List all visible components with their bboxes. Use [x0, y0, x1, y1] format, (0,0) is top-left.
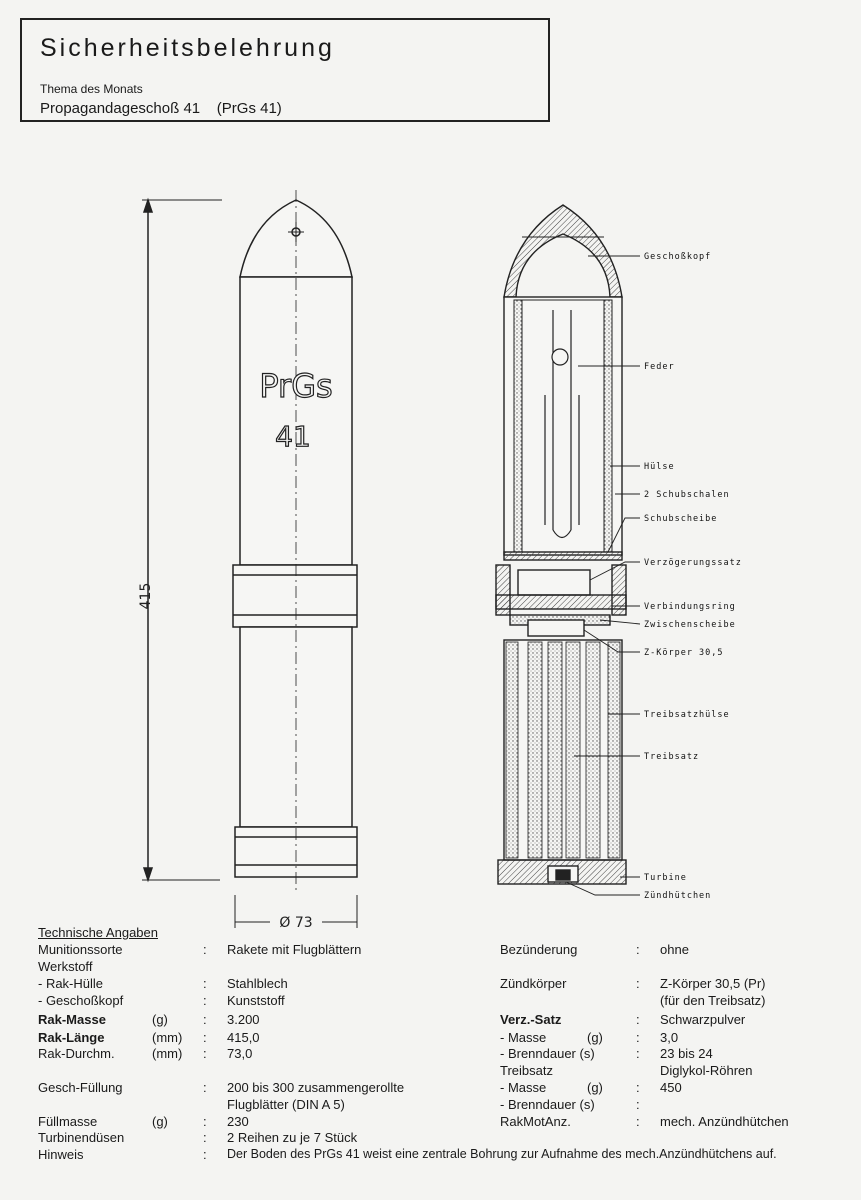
spec-unit: (mm) — [152, 1046, 183, 1061]
label-zwischenscheibe: Zwischenscheibe — [644, 620, 736, 630]
spec-value: Flugblätter (DIN A 5) — [227, 1097, 345, 1112]
section-propellant-casing — [504, 640, 622, 860]
label-verzoegerungssatz: Verzögerungssatz — [644, 558, 742, 568]
spec-separator: : — [203, 942, 207, 957]
spec-label: Turbinendüsen — [38, 1130, 125, 1145]
spec-separator: : — [203, 1012, 207, 1027]
spec-separator: : — [203, 993, 207, 1008]
length-dimension-line — [142, 200, 222, 880]
spec-separator: : — [203, 1080, 207, 1095]
label-schubschalen: 2 Schubschalen — [644, 490, 730, 500]
spec-value: mech. Anzündhütchen — [660, 1114, 789, 1129]
spec-label: RakMotAnz. — [500, 1114, 571, 1129]
body-marking-41: 41 — [275, 420, 311, 453]
spec-unit: (g) — [152, 1012, 168, 1027]
body-marking-prgs: PrGs — [259, 367, 333, 405]
spec-separator: : — [636, 1030, 640, 1045]
spec-separator: : — [203, 1114, 207, 1129]
label-schubscheibe: Schubscheibe — [644, 514, 718, 524]
spec-value: 450 — [660, 1080, 682, 1095]
spec-unit: (g) — [587, 1030, 603, 1045]
spec-value: 200 bis 300 zusammengerollte — [227, 1080, 405, 1095]
spec-value: Schwarzpulver — [660, 1012, 746, 1027]
spec-unit: (g) — [152, 1114, 168, 1129]
spec-label: Rak-Länge — [38, 1030, 105, 1045]
label-treibsatzhuelse: Treibsatzhülse — [644, 710, 730, 720]
spec-separator: : — [636, 1080, 640, 1095]
spec-label: - Masse — [500, 1080, 547, 1095]
spec-value: ohne — [660, 942, 689, 957]
topic-name: Propagandageschoß 41 — [40, 100, 201, 117]
note-text: Der Boden des PrGs 41 weist eine zentrale Bohrung zur Aufnahme des mech.Anzündhütchens auf. — [227, 1147, 777, 1161]
page-title: Sicherheitsbelehrung — [40, 34, 335, 62]
cross-section-view — [496, 205, 626, 884]
spec-value: 73,0 — [227, 1046, 253, 1061]
label-huelse: Hülse — [644, 462, 675, 472]
spec-unit: (g) — [587, 1080, 603, 1095]
spec-value: (für den Treibsatz) — [660, 993, 766, 1008]
spec-separator: : — [203, 1046, 207, 1061]
spec-value: 230 — [227, 1114, 249, 1129]
spec-label: - Brenndauer (s) — [500, 1097, 595, 1112]
spec-value: Stahlblech — [227, 976, 288, 991]
topic-abbreviation: (PrGs 41) — [216, 100, 282, 117]
spec-label: Bezünderung — [500, 942, 578, 957]
spec-label: - Rak-Hülle — [38, 976, 104, 991]
label-turbine: Turbine — [644, 873, 687, 883]
spec-label: Zündkörper — [500, 976, 567, 991]
section-primer — [556, 870, 570, 880]
spec-value: 3,0 — [660, 1030, 679, 1045]
spec-label: Treibsatz — [500, 1063, 553, 1078]
label-feder: Feder — [644, 362, 675, 372]
note-label: Hinweis — [38, 1147, 84, 1162]
spec-label: Munitionssorte — [38, 942, 123, 957]
spec-label: Gesch-Füllung — [38, 1080, 123, 1095]
label-treibsatz: Treibsatz — [644, 752, 700, 762]
spec-separator: : — [203, 1130, 207, 1145]
spec-value: 3.200 — [227, 1012, 260, 1027]
part-labels — [644, 252, 742, 901]
spec-label: - Masse — [500, 1030, 547, 1045]
spec-value: 23 bis 24 — [660, 1046, 713, 1061]
spec-separator: : — [636, 1012, 640, 1027]
spec-separator: : — [203, 1030, 207, 1045]
label-zuendhuetchen: Zündhütchen — [644, 891, 712, 901]
specs-heading: Technische Angaben — [38, 925, 158, 940]
spec-label: Werkstoff — [38, 959, 93, 974]
note-separator: : — [203, 1147, 207, 1162]
label-geschosskopf: Geschoßkopf — [644, 252, 712, 262]
spec-value: 2 Reihen zu je 7 Stück — [227, 1130, 358, 1145]
spec-value: 415,0 — [227, 1030, 260, 1045]
spec-separator: : — [636, 942, 640, 957]
section-delay-charge — [518, 570, 590, 595]
spec-label: Rak-Masse — [38, 1012, 106, 1027]
spec-label: - Brenndauer (s) — [500, 1046, 595, 1061]
diameter-dimension-label: Ø 73 — [279, 915, 313, 930]
spec-separator: : — [203, 976, 207, 991]
spec-value: Z-Körper 30,5 (Pr) — [660, 976, 766, 991]
spec-separator: : — [636, 1046, 640, 1061]
exterior-view — [142, 190, 357, 928]
spec-value: Kunststoff — [227, 993, 285, 1008]
section-push-disk — [504, 552, 622, 560]
spec-label: Rak-Durchm. — [38, 1046, 115, 1061]
spec-label: - Geschoßkopf — [38, 993, 124, 1008]
spec-separator: : — [636, 1097, 640, 1112]
label-verbindungsring: Verbindungsring — [644, 602, 736, 612]
label-z-koerper: Z-Körper 30,5 — [644, 648, 724, 658]
section-nose — [504, 205, 622, 297]
spec-label: Verz.-Satz — [500, 1012, 562, 1027]
spec-value: Diglykol-Röhren — [660, 1063, 753, 1078]
section-connection-ring — [496, 595, 626, 609]
spec-unit: (mm) — [152, 1030, 183, 1045]
length-dimension-label: 415 — [138, 582, 154, 610]
spec-value: Rakete mit Flugblättern — [227, 942, 362, 957]
subtitle: Thema des Monats — [40, 82, 143, 96]
spec-separator: : — [636, 1114, 640, 1129]
spec-separator: : — [636, 976, 640, 991]
spec-label: Füllmasse — [38, 1114, 98, 1129]
